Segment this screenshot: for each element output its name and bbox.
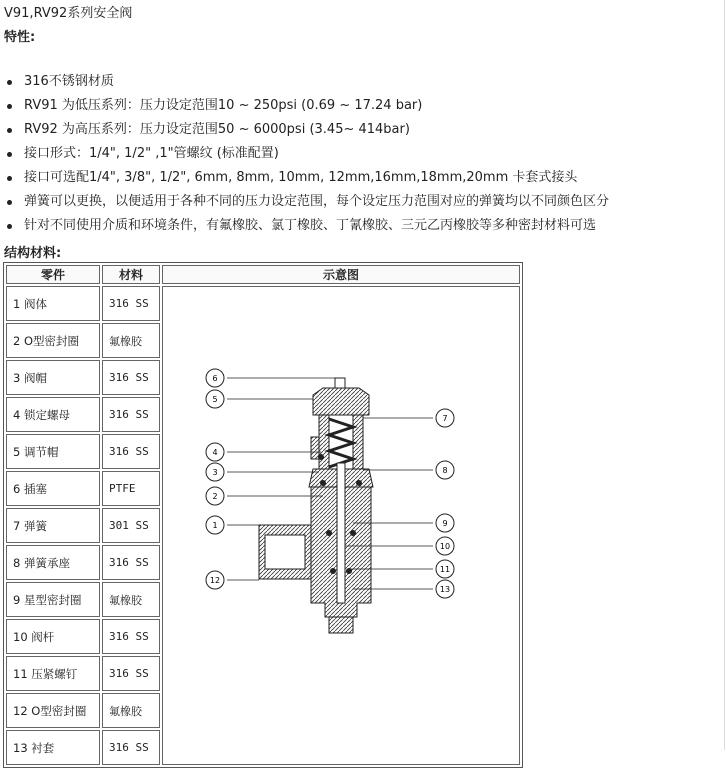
svg-text:1: 1 <box>212 521 218 530</box>
callout-4 <box>206 443 224 461</box>
svg-text:7: 7 <box>442 414 448 423</box>
callout-8 <box>436 461 454 479</box>
feature-item: 针对不同使用介质和环境条件，有氟橡胶、氯丁橡胶、丁氰橡胶、三元乙丙橡胶等多种密封材料可选 <box>0 214 720 238</box>
part-cell: 5 调节帽 <box>6 434 100 469</box>
callout-3 <box>206 463 224 481</box>
callout-9 <box>436 514 454 532</box>
valve-diagram <box>163 287 519 742</box>
svg-text:4: 4 <box>212 448 218 457</box>
svg-text:5: 5 <box>212 395 218 404</box>
material-cell: 316 SS <box>102 434 160 469</box>
features-heading: 特性: <box>4 30 36 45</box>
header-material: 材料 <box>102 265 160 284</box>
material-cell: 316 SS <box>102 286 160 321</box>
callout-2 <box>206 487 224 505</box>
part-cell: 13 衬套 <box>6 730 100 765</box>
feature-item: RV91 为低压系列：压力设定范围10 ~ 250psi (0.69 ~ 17.24 bar) <box>0 94 720 118</box>
material-cell: 301 SS <box>102 508 160 543</box>
page-edge-line <box>724 0 725 750</box>
valve-body-drawing <box>259 378 373 633</box>
material-cell: 氟橡胶 <box>102 323 160 358</box>
material-cell: 氟橡胶 <box>102 582 160 617</box>
feature-item: 接口可选配1/4", 3/8", 1/2", 6mm, 8mm, 10mm, 12mm,16mm,18mm,20mm 卡套式接头 <box>0 166 720 190</box>
svg-text:3: 3 <box>212 468 218 477</box>
part-cell: 3 阀帽 <box>6 360 100 395</box>
material-cell: 316 SS <box>102 656 160 691</box>
callout-13 <box>436 580 454 598</box>
part-cell: 8 弹簧承座 <box>6 545 100 580</box>
feature-item: 接口形式：1/4", 1/2" ,1"管螺纹 (标准配置) <box>0 142 720 166</box>
svg-text:8: 8 <box>442 466 448 475</box>
material-cell: 316 SS <box>102 397 160 432</box>
material-cell: 316 SS <box>102 730 160 765</box>
part-cell: 11 压紧螺钉 <box>6 656 100 691</box>
svg-text:10: 10 <box>439 542 451 551</box>
svg-text:9: 9 <box>442 519 448 528</box>
materials-table <box>3 262 523 768</box>
material-cell: 316 SS <box>102 360 160 395</box>
page-title: V91,RV92系列安全阀 <box>4 6 133 21</box>
callout-11 <box>436 560 454 578</box>
part-cell: 2 O型密封圈 <box>6 323 100 358</box>
svg-text:12: 12 <box>209 576 221 585</box>
material-cell: 316 SS <box>102 545 160 580</box>
part-cell: 9 星型密封圈 <box>6 582 100 617</box>
material-cell: PTFE <box>102 471 160 506</box>
callout-1 <box>206 516 224 534</box>
callout-10 <box>436 537 454 555</box>
svg-text:13: 13 <box>439 585 451 594</box>
feature-item: 316不锈钢材质 <box>0 70 720 94</box>
part-cell: 6 插塞 <box>6 471 100 506</box>
material-cell: 氟橡胶 <box>102 693 160 728</box>
part-cell: 10 阀杆 <box>6 619 100 654</box>
callout-5 <box>206 390 224 408</box>
part-cell: 7 弹簧 <box>6 508 100 543</box>
part-cell: 4 锁定螺母 <box>6 397 100 432</box>
table-row <box>6 286 520 321</box>
callout-6 <box>206 369 224 387</box>
header-part: 零件 <box>6 265 100 284</box>
callout-12 <box>206 571 224 589</box>
callout-7 <box>436 409 454 427</box>
header-diagram: 示意图 <box>162 265 520 284</box>
svg-text:2: 2 <box>212 492 218 501</box>
svg-text:11: 11 <box>439 565 451 574</box>
features-list <box>0 70 720 238</box>
material-cell: 316 SS <box>102 619 160 654</box>
diagram-cell <box>162 286 520 765</box>
part-cell: 1 阀体 <box>6 286 100 321</box>
svg-text:6: 6 <box>212 374 218 383</box>
materials-heading: 结构材料: <box>4 246 62 261</box>
part-cell: 12 O型密封圈 <box>6 693 100 728</box>
feature-item: RV92 为高压系列：压力设定范围50 ~ 6000psi (3.45~ 414bar) <box>0 118 720 142</box>
feature-item: 弹簧可以更换，以便适用于各种不同的压力设定范围，每个设定压力范围对应的弹簧均以不同颜色区分 <box>0 190 720 214</box>
